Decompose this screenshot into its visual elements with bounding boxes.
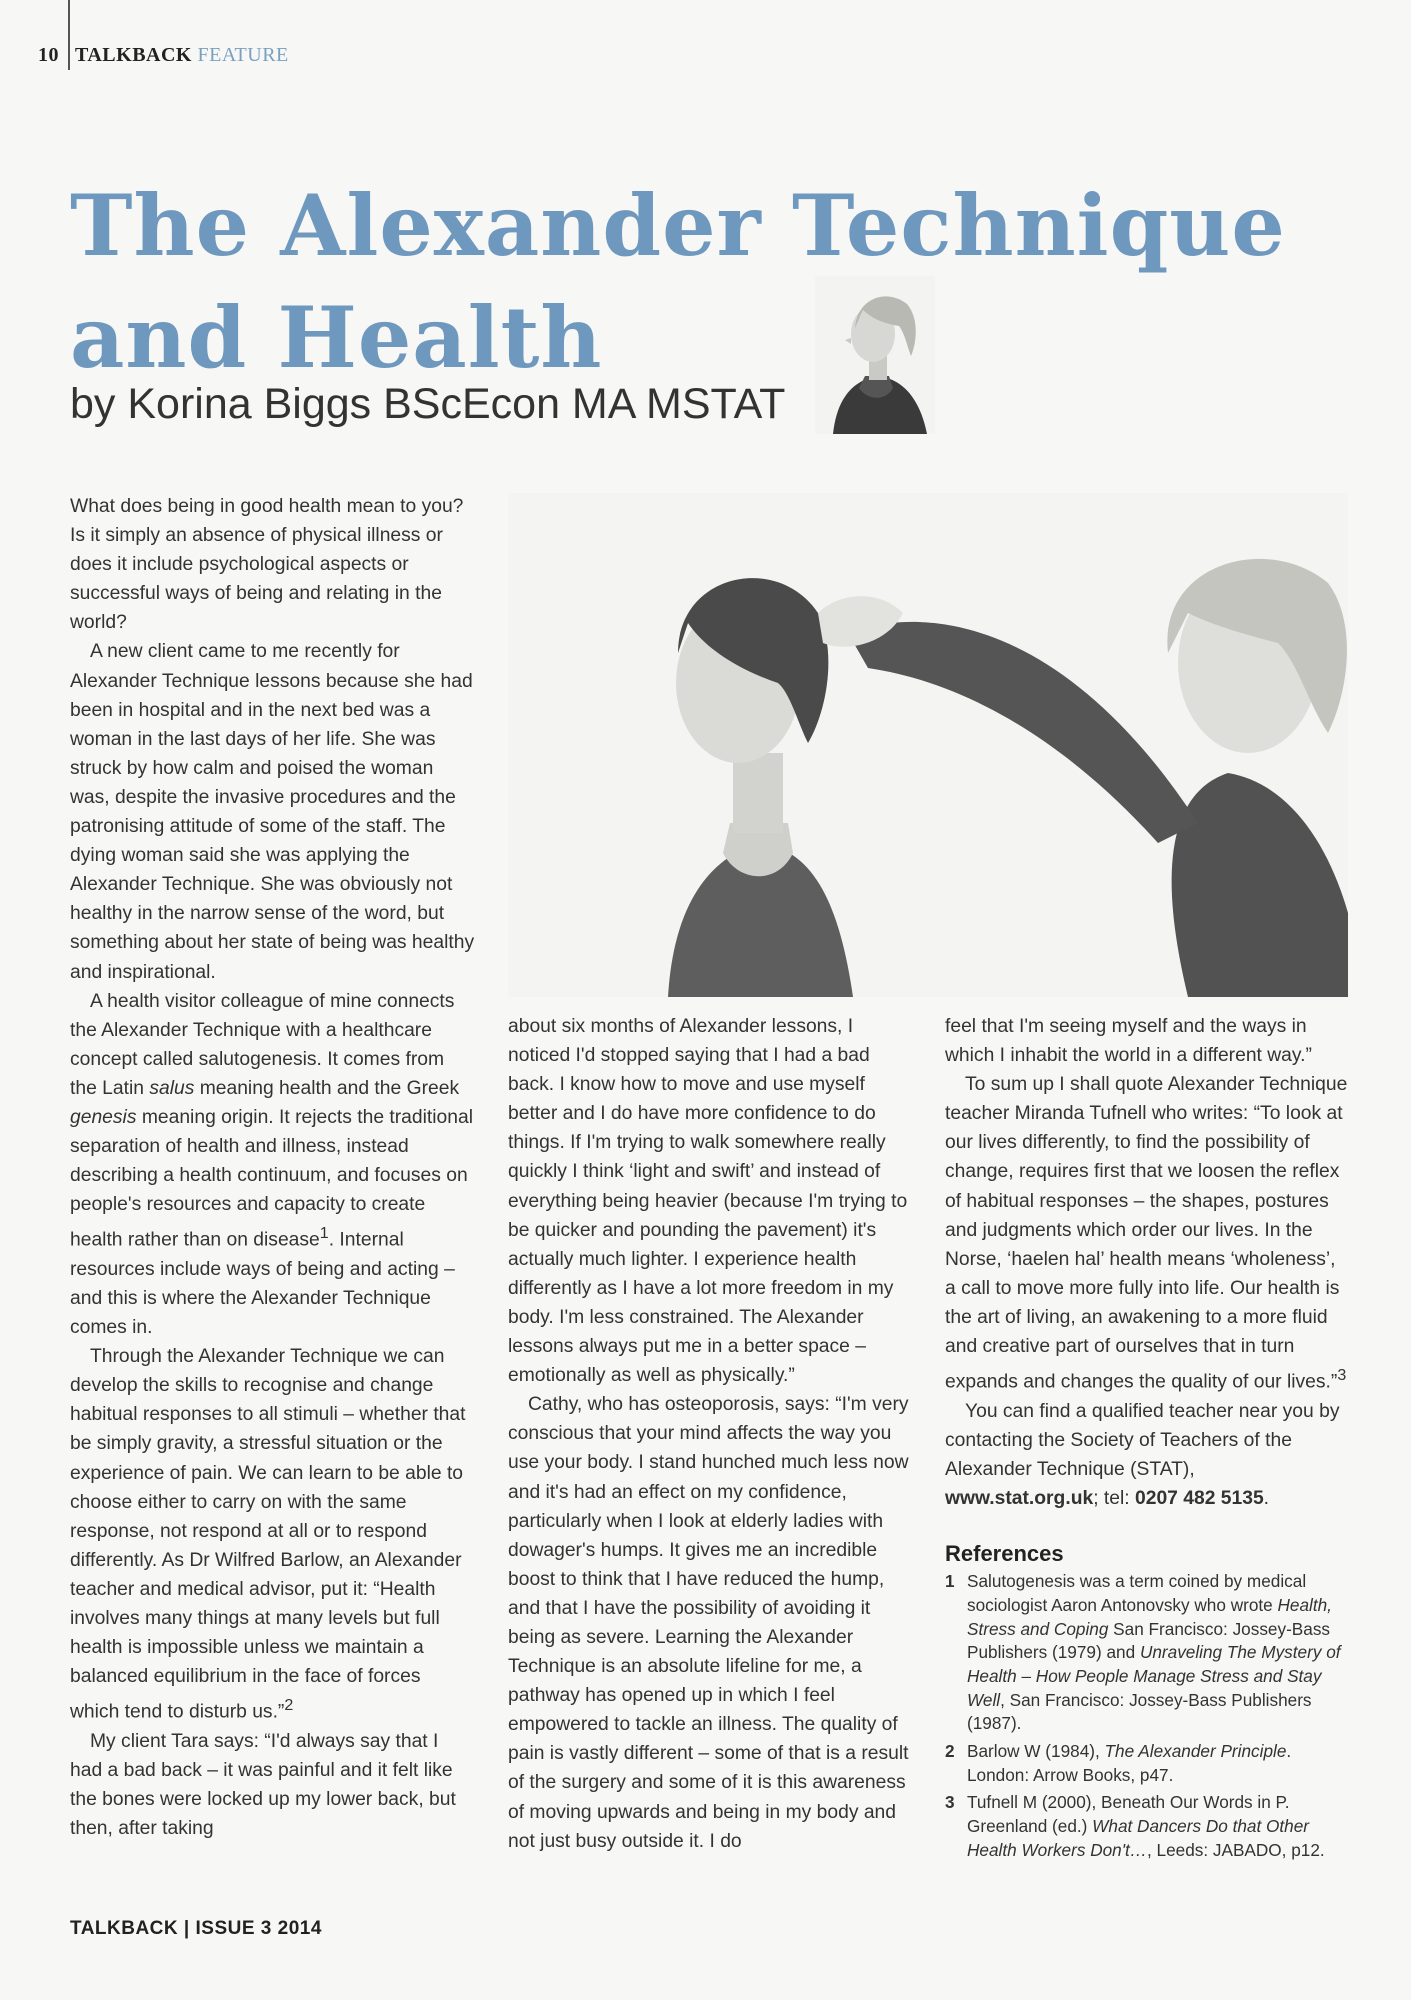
body-paragraph: My client Tara says: “I'd always say that I had a bad back – it was painful and it felt like the bones were locked up my lower back, but then, after taking <box>70 1730 456 1840</box>
body-paragraph: A health visitor colleague of mine connects the Alexander Technique with a healthcare concept called salutogenesis. It comes from the Latin salus meaning health and the Greek genesis meaning origin. It rejects the traditional separation of health and illness, instead describing a health continuum, and focuses on people's resources and capacity to create health rather than on disease$^1$. Internal resources include ways of being and acting – and this is where the Alexander Technique comes in. <box>70 990 473 1339</box>
footnote-marker: 3 <box>1337 1366 1347 1385</box>
section-label: FEATURE <box>197 44 289 66</box>
body-paragraph: Cathy, who has osteoporosis, says: “I'm very conscious that your mind affects the way you use your body. I stand hunched much less now and it's had an effect on my confidence, particularly when I look at elderly ladies with dowager's humps. It gives me an incredible boost to think that I have reduced the hump, and that I have the possibility of avoiding it being as severe. Learning the Alexander Technique is an absolute lifeline for me, a pathway has opened up in which I feel empowered to tackle an illness. The quality of pain is vastly different – some of that is a result of the surgery and some of it is this awareness of moving upwards and being in my body and not just busy outside it. I do <box>508 1394 909 1852</box>
stat-phone-number: 0207 482 5135 <box>1135 1487 1264 1509</box>
body-paragraph: To sum up I shall quote Alexander Technique teacher Miranda Tufnell who writes: “To look at our lives differently, to find the possibility of change, requires first that we loosen the reflex of habitual responses – the shapes, postures and judgments which order our lives. In the Norse, ‘haelen hal’ health means ‘wholeness’, a call to move more fully into life. Our health is the art of living, an awakening to a more fluid and creative part of ourselves that in turn expands and changes the quality of our lives.”$^3$ <box>945 1074 1348 1393</box>
column-2 <box>508 1012 913 1856</box>
column-3 <box>945 1012 1350 1867</box>
body-paragraph: Through the Alexander Technique we can develop the skills to recognise and change habitual responses to all stimuli – whether that be simply gravity, a stressful situation or the experience of pain. We can learn to be able to choose either to carry on with the same response, not respond at all or to respond differently. As Dr Wilfred Barlow, an Alexander teacher and medical advisor, put it: “Health involves many things at many levels but full health is impossible unless we maintain a balanced equilibrium in the face of forces which tend to disturb us.”$^2$ <box>70 1346 466 1723</box>
article-title-line-1: The Alexander Technique <box>70 176 1286 275</box>
article-photo-teacher-and-student <box>508 493 1348 997</box>
page-footer: TALKBACK | ISSUE 3 2014 <box>70 1918 322 1939</box>
stat-website-link[interactable]: www.stat.org.uk <box>945 1487 1094 1509</box>
author-portrait <box>815 276 935 434</box>
body-paragraph: about six months of Alexander lessons, I noticed I'd stopped saying that I had a bad back. I know how to move and use myself better and I do have more confidence to do things. If I'm trying to walk somewhere really quickly I think ‘light and swift’ and instead of everything being heavier (because I'm trying to be quicker and pounding the pavement) it's actually much lighter. I experience health differently as I have a lot more freedom in my body. I'm less constrained. The Alexander lessons always put me in a better space – emotionally as well as physically.” <box>508 1016 908 1387</box>
reference-item: 2 Barlow W (1984), The Alexander Principle. London: Arrow Books, p47. <box>945 1741 1292 1785</box>
footnote-marker: 2 <box>284 1696 294 1715</box>
page-number: 10 <box>38 44 59 66</box>
body-paragraph: You can find a qualified teacher near you by contacting the Society of Teachers of the Alexander Technique (STAT), www.stat.org.uk; tel: 0207 482 5135. <box>945 1400 1340 1509</box>
publication-name: TALKBACK <box>75 44 192 66</box>
references-heading: References <box>945 1541 1064 1567</box>
reference-item: 3 Tufnell M (2000), Beneath Our Words in P. Greenland (ed.) What Dancers Do that Other Health Workers Don't…, Leeds: JABADO, p12. <box>945 1792 1325 1860</box>
column-1 <box>70 492 475 1843</box>
article-title-line-2: and Health <box>70 288 603 387</box>
article-title <box>70 170 1286 394</box>
author-byline: by Korina Biggs BScEcon MA MSTAT <box>70 380 786 428</box>
body-paragraph: A new client came to me recently for Alexander Technique lessons because she had been in hospital and in the next bed was a woman in the last days of her life. She was struck by how calm and poised the woman was, despite the invasive procedures and the patronising attitude of some of the staff. The dying woman said she was applying the Alexander Technique. She was obviously not healthy in the narrow sense of the word, but something about her state of being was healthy and inspirational. <box>70 641 475 983</box>
body-paragraph: What does being in good health mean to you? Is it simply an absence of physical illness or does it include psychological aspects or successful ways of being and relating in the world? <box>70 496 464 634</box>
body-paragraph: feel that I'm seeing myself and the ways in which I inhabit the world in a different way.” <box>945 1016 1312 1067</box>
reference-item: 1 Salutogenesis was a term coined by medical sociologist Aaron Antonovsky who wrote Health, Stress and Coping San Francisco: Jossey-Bass Publishers (1979) and Unraveling The Mystery of Health – How People Manage Stress and Stay Well, San Francisco: Jossey-Bass Publishers (1987). <box>945 1571 1341 1734</box>
page-header <box>38 44 289 67</box>
footnote-marker: 1 <box>319 1224 329 1243</box>
